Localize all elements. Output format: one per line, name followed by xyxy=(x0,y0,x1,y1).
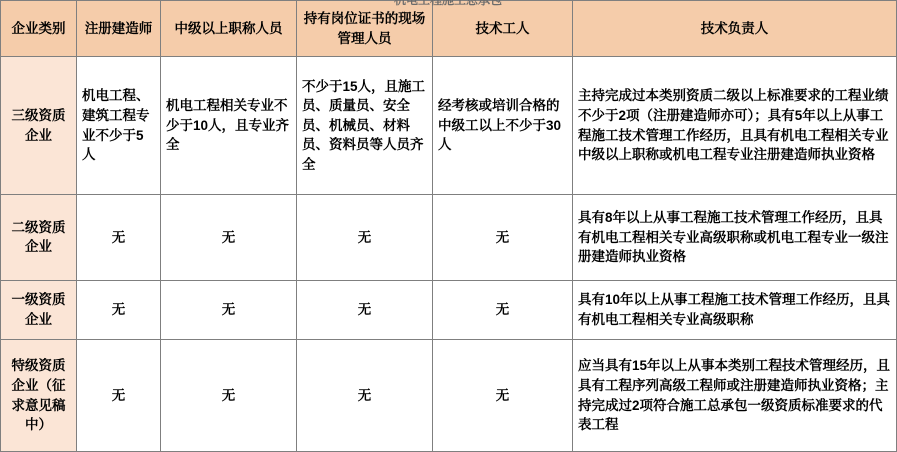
cell-registered-builder: 无 xyxy=(77,280,161,339)
table-header xyxy=(1,1,897,57)
table-row xyxy=(1,195,897,281)
row-header-category: 三级资质企业 xyxy=(1,57,77,195)
column-header-registered-builder: 注册建造师 xyxy=(77,1,161,57)
cell-site-managers: 无 xyxy=(297,340,433,452)
table-row xyxy=(1,57,897,195)
cell-mid-level-staff: 无 xyxy=(161,280,297,339)
cell-mid-level-staff: 无 xyxy=(161,195,297,281)
cell-technical-director: 主持完成过本类别资质二级以上标准要求的工程业绩不少于2项（注册建造师亦可）；具有5年以上从事工程施工技术管理工作经历，且具有机电工程相关专业中级以上职称或机电工程专业注册建造师执业资格 xyxy=(573,57,897,195)
column-header-mid-level-staff: 中级以上职称人员 xyxy=(161,1,297,57)
column-header-site-managers: 持有岗位证书的现场管理人员 xyxy=(297,1,433,57)
row-header-category: 二级资质企业 xyxy=(1,195,77,281)
table-row xyxy=(1,280,897,339)
table-row xyxy=(1,340,897,452)
column-header-technical-director: 技术负责人 xyxy=(573,1,897,57)
row-header-category: 特级资质企业（征求意见稿中） xyxy=(1,340,77,452)
cell-technical-director: 具有10年以上从事工程施工技术管理工作经历，且具有机电工程相关专业高级职称 xyxy=(573,280,897,339)
cell-registered-builder: 无 xyxy=(77,195,161,281)
cell-technical-workers: 无 xyxy=(433,195,573,281)
clipped-title xyxy=(0,0,896,3)
column-header-category: 企业类别 xyxy=(1,1,77,57)
column-header-technical-workers: 技术工人 xyxy=(433,1,573,57)
row-header-category: 一级资质企业 xyxy=(1,280,77,339)
cell-site-managers: 不少于15人，且施工员、质量员、安全员、机械员、材料员、资料员等人员齐全 xyxy=(297,57,433,195)
cell-registered-builder: 无 xyxy=(77,340,161,452)
cell-technical-workers: 无 xyxy=(433,280,573,339)
cell-technical-workers: 经考核或培训合格的中级工以上不少于30人 xyxy=(433,57,573,195)
cell-mid-level-staff: 无 xyxy=(161,340,297,452)
cell-registered-builder: 机电工程、建筑工程专业不少于5人 xyxy=(77,57,161,195)
cell-site-managers: 无 xyxy=(297,195,433,281)
cell-mid-level-staff: 机电工程相关专业不少于10人，且专业齐全 xyxy=(161,57,297,195)
cell-site-managers: 无 xyxy=(297,280,433,339)
cell-technical-workers: 无 xyxy=(433,340,573,452)
table-body xyxy=(1,57,897,452)
cell-technical-director: 应当具有15年以上从事本类别工程技术管理经历，且具有工程序列高级工程师或注册建造师执业资格；主持完成过2项符合施工总承包一级资质标准要求的代表工程 xyxy=(573,340,897,452)
header-row xyxy=(1,1,897,57)
cell-technical-director: 具有8年以上从事工程施工技术管理工作经历，且具有机电工程相关专业高级职称或机电工程专业一级注册建造师执业资格 xyxy=(573,195,897,281)
